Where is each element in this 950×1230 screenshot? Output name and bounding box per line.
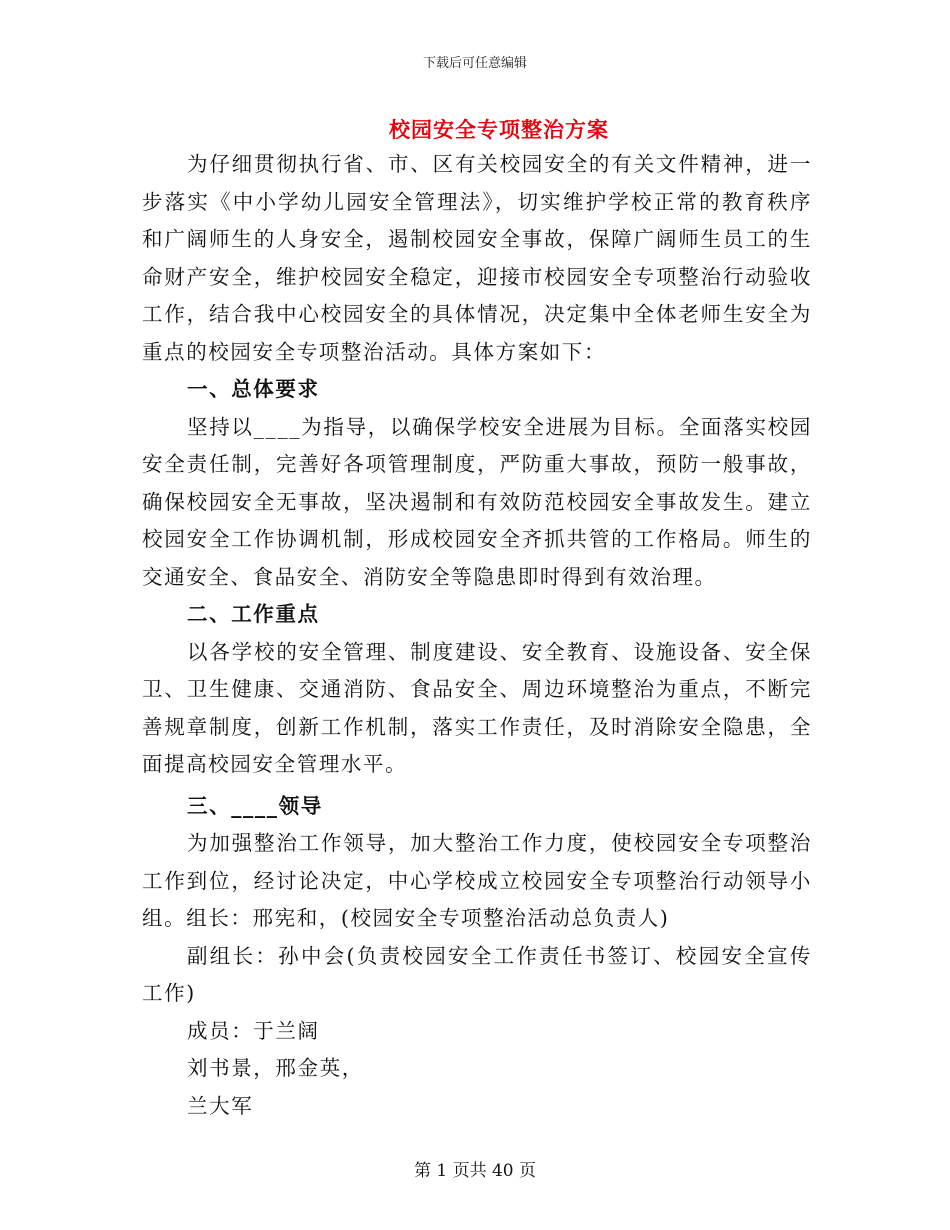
deputy-leader-line: 副组长：孙中会(负责校园安全工作责任书签订、校园安全宣传工作) (142, 943, 812, 1005)
section-heading-work-focus: 二、工作重点 (187, 602, 320, 626)
section-paragraph-work-focus: 以各学校的安全管理、制度建设、安全教育、设施设备、安全保卫、卫生健康、交通消防、食品安全、周边环境整治为重点，不断完善规章制度，创新工作机制，落实工作责任，及时消除安全隐患，全面提高校园安全管理水平。 (142, 639, 812, 776)
section-heading-overall-requirements: 一、总体要求 (187, 377, 320, 401)
page-number: 第 1 页共 40 页 (413, 1161, 537, 1181)
header-note: 下载后可任意编辑 (422, 56, 527, 71)
section-paragraph-leadership: 为加强整治工作领导，加大整治工作力度，使校园安全专项整治工作到位，经讨论决定，中心学校成立校园安全专项整治行动领导小组。组长：邢宪和，(校园安全专项整治活动总负责人) (142, 831, 812, 930)
section-paragraph-overall-requirements: 坚持以____为指导，以确保学校安全进展为目标。全面落实校园安全责任制，完善好各项管理制度，严防重大事故，预防一般事故，确保校园安全无事故，坚决遏制和有效防范校园安全事故发生。建立校园安全工作协调机制，形成校园安全齐抓共管的工作格局。师生的交通安全、食品安全、消防安全等隐患即时得到有效治理。 (142, 414, 812, 589)
members-line-1: 成员：于兰阔 (187, 1018, 320, 1043)
document-title: 校园安全专项整治方案 (389, 117, 609, 142)
intro-paragraph: 为仔细贯彻执行省、市、区有关校园安全的有关文件精神，进一步落实《中小学幼儿园安全管理法》，切实维护学校正常的教育秩序和广阔师生的人身安全，遏制校园安全事故，保障广阔师生员工的生命财产安全，维护校园安全稳定，迎接市校园安全专项整治行动验收工作，结合我中心校园安全的具体情况，决定集中全体老师生安全为重点的校园安全专项整治活动。具体方案如下： (142, 152, 812, 364)
document-body (142, 146, 812, 1125)
members-line-3: 兰大军 (187, 1093, 254, 1118)
members-line-2: 刘书景，邢金英， (187, 1056, 364, 1080)
section-heading-leadership: 三、____领导 (187, 793, 323, 818)
